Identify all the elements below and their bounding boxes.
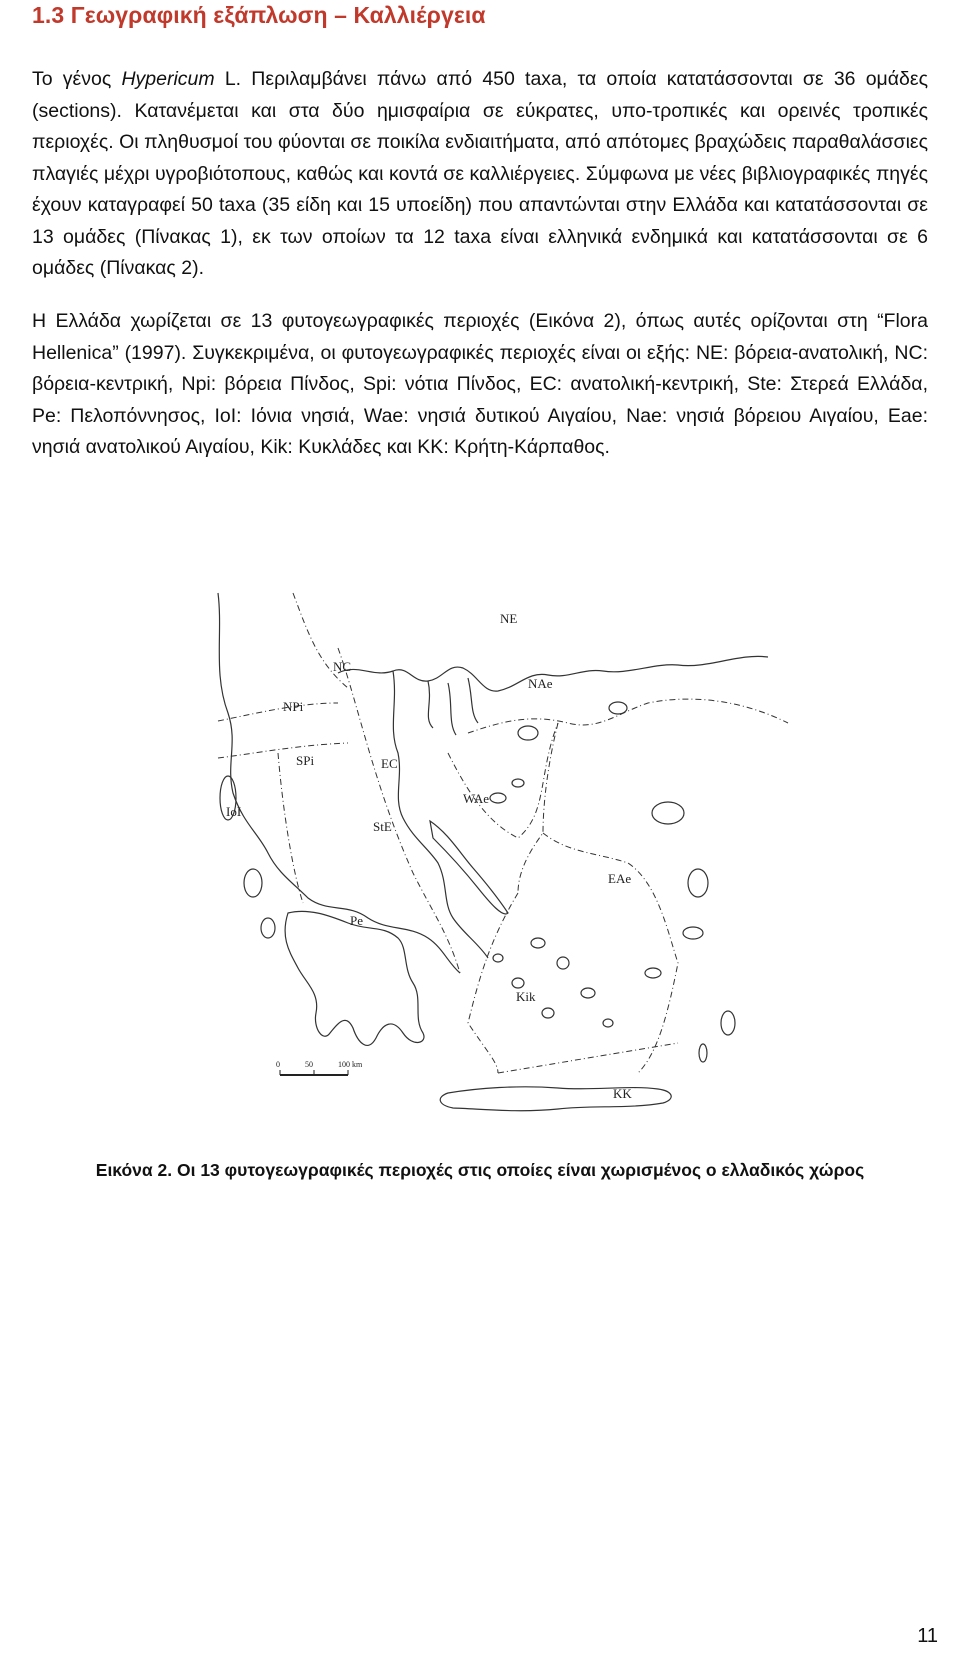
island — [542, 1008, 554, 1018]
crete — [440, 1087, 671, 1111]
scale-bar — [276, 1060, 363, 1075]
island — [557, 957, 569, 969]
page-number: 11 — [917, 1625, 938, 1647]
island — [531, 938, 545, 948]
region-label-ec: EC — [381, 756, 398, 771]
paragraph-regions: Η Ελλάδα χωρίζεται σε 13 φυτογεωγραφικές περιοχές (Εικόνα 2), όπως αυτές ορίζονται στη “Flora Hellenica” (1997). Συγκεκριμένα, οι φυτογεωγραφικές περιοχές είναι οι εξής: NE: βόρεια-ανατολική, NC: βόρεια-κεντρική, Npi: βόρεια Πίνδος, Spi: νότια Πίνδος, EC: ανατολική-κεντρική, Ste: Στερεά Ελλάδα, Pe: Πελοπόννησος, IoI: Ιόνια νησιά, Wae: νησιά δυτικού Αιγαίου, Nae: νησιά βόρειου Αιγαίου, Eae: νησιά ανατολικού Αιγαίου, Kik: Κυκλάδες και KK: Κρήτη-Κάρπαθος. — [32, 310, 928, 458]
kefalonia — [244, 869, 262, 897]
samos — [683, 927, 703, 939]
island — [512, 978, 524, 988]
region-label-spi: SPi — [296, 753, 315, 768]
peloponnese — [285, 911, 424, 1045]
island — [493, 954, 503, 962]
intro-rest: L. Περιλαμβάνει πάνω από 450 taxa, τα οποία κατατάσσονται σε 36 ομάδες (sections). Κατανέμεται και στα δύο ημισφαίρια σε εύκρατες, υπο-τροπικές και ορεινές τροπικές περιοχές. Οι πληθυσμοί του φύονται σε ποικίλα ενδιαιτήματα, από απότομες βραχώδεις παραθαλάσσιες πλαγιές μέχρι υγροβιότοπους, καθώς και κοντά σε καλλιέργειες. Σύμφωνα με νέες βιβλιογραφικές πηγές έχουν καταγραφεί 50 taxa (35 είδη και 15 υποείδη) που απαντώνται στην Ελλάδα και κατατάσσονται σε 13 ομάδες (Πίνακας 1), εκ των οποίων τα 12 taxa είναι ελληνικά ενδημικά και κατατάσσονται σε 6 ομάδες (Πίνακας 2). — [32, 68, 929, 279]
paragraph-intro — [32, 64, 928, 285]
region-label-ioi: IoI — [226, 804, 242, 819]
genus-name: Hypericum — [121, 68, 215, 90]
rhodes — [721, 1011, 735, 1035]
island — [645, 968, 661, 978]
region-label-wae: WAe — [463, 791, 489, 806]
region-label-nae: NAe — [528, 676, 553, 691]
figure-caption: Εικόνα 2. Οι 13 φυτογεωγραφικές περιοχές στις οποίες είναι χωρισμένος ο ελλαδικός χώρος — [95, 1160, 865, 1180]
scale-label-50: 50 — [305, 1060, 313, 1069]
section-heading: 1.3 Γεωγραφική εξάπλωση – Καλλιέργεια — [32, 2, 486, 28]
region-label-kk: KK — [613, 1086, 632, 1101]
island — [490, 793, 506, 803]
chios — [688, 869, 708, 897]
intro-lead: Το γένος — [32, 68, 122, 90]
euboea — [430, 821, 508, 914]
coast-north — [338, 656, 768, 691]
scale-label-0: 0 — [276, 1060, 280, 1069]
region-label-ste: StE — [373, 819, 392, 834]
region-label-kik: Kik — [516, 989, 536, 1004]
island — [581, 988, 595, 998]
island — [603, 1019, 613, 1027]
island — [518, 726, 538, 740]
region-label-ne: NE — [500, 611, 518, 626]
island — [512, 779, 524, 787]
phytogeographic-map — [198, 553, 800, 1145]
region-label-npi: NPi — [283, 699, 304, 714]
karpathos — [699, 1044, 707, 1062]
chalkidiki — [428, 678, 478, 735]
coastlines — [218, 593, 768, 1111]
region-label-pe: Pe — [350, 913, 363, 928]
zakynthos — [261, 918, 275, 938]
scale-label-100: 100 km — [338, 1060, 363, 1069]
lesvos — [652, 802, 684, 824]
region-label-eae: EAe — [608, 871, 632, 886]
region-label-nc: NC — [333, 659, 352, 674]
